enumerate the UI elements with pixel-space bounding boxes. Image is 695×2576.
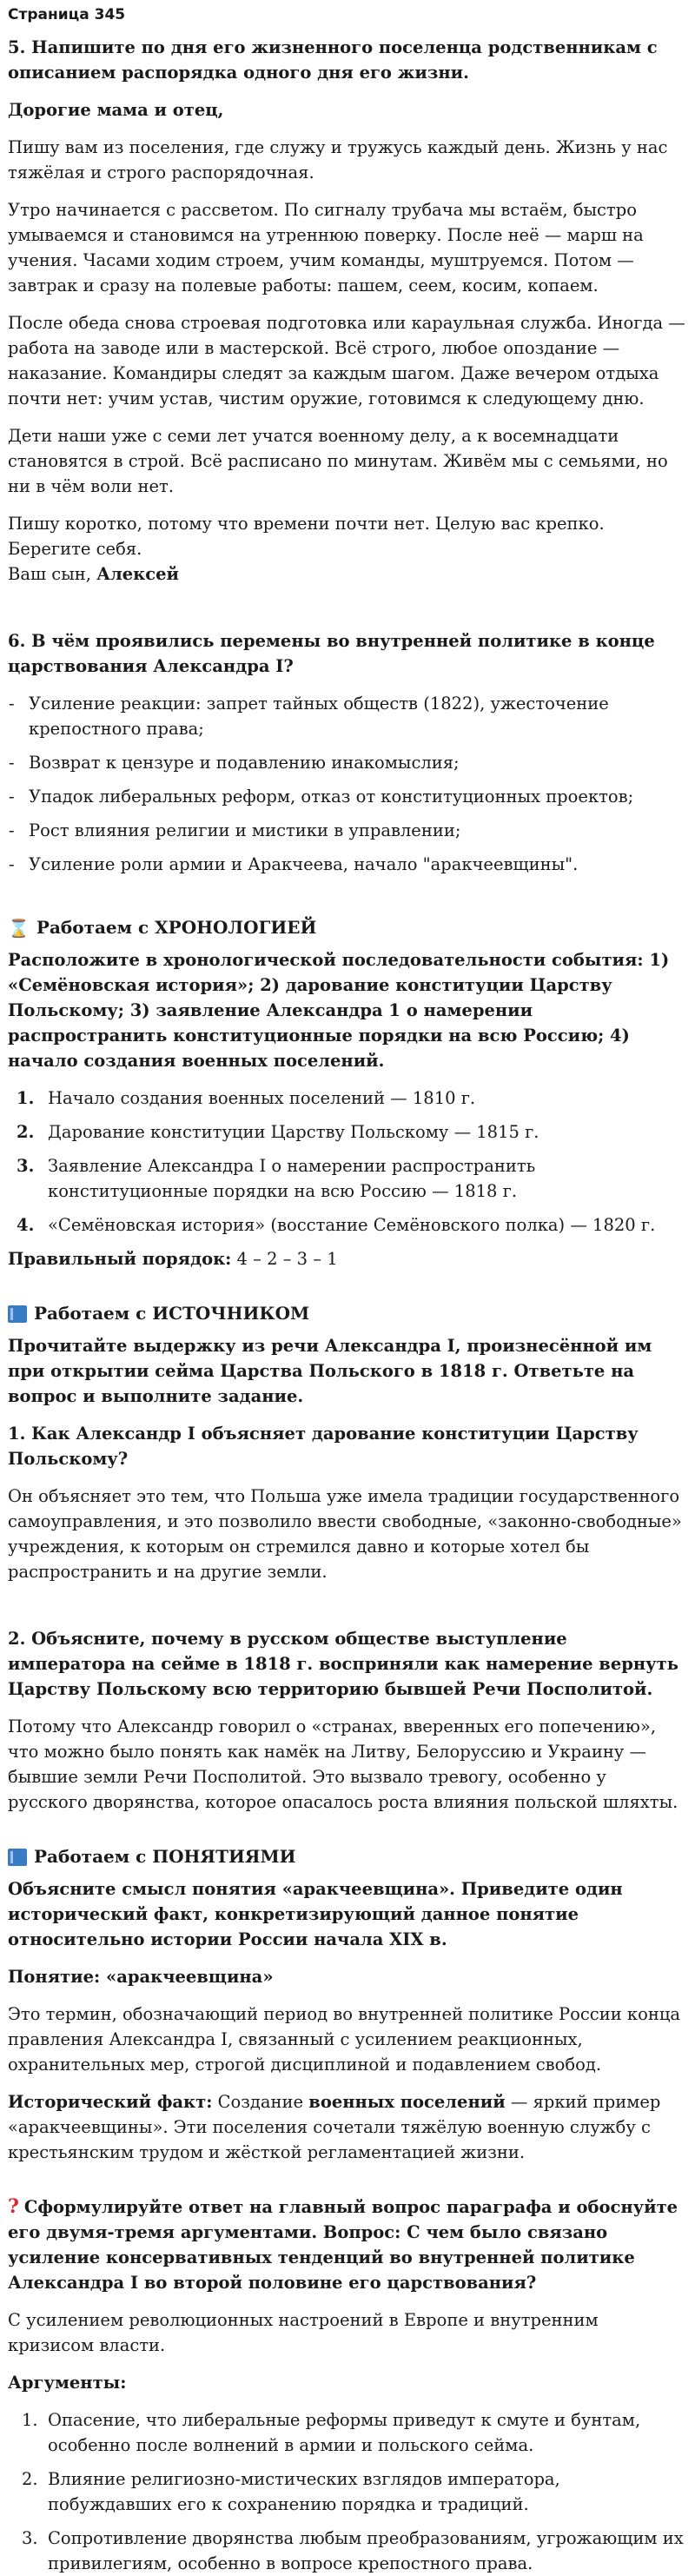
list-item: 2. Влияние религиозно-мистических взглядов императора, побуждавших его к сохранению порядка и традиций. [22, 2469, 560, 2514]
q5-paragraph: После обеда снова строевая подготовка или караульная служба. Иногда — работа на заводе или в мастерской. Всё строго, любое опоздание — наказание. Командиры следят за каждым шагом. Даже вечером отдыха почти нет: учим устав, чистим оружие, готовимся к следующему дню. [8, 313, 685, 408]
list-item: - Возврат к цензуре и подавлению инакомыслия; [9, 753, 460, 773]
chronology-list [8, 1086, 687, 1238]
signature-prefix: Ваш сын, [8, 564, 97, 584]
main-answer: С усилением революционных настроений в Европе и внутренним кризисом власти. [8, 2310, 599, 2355]
list-item: 3. Сопротивление дворянства любым преобразованиям, угрожающим их привилегиям, особенно в вопросе крепостного права. [22, 2528, 684, 2573]
concepts-task: Объясните смысл понятия «аракчеевщина». Приведите один исторический факт, конкретизирующий данное понятие относительно истории России начала XIX в. [8, 1879, 623, 1949]
list-item: 1. Опасение, что либеральные реформы приведут к смуте и бунтам, особенно после волнений в армии и польского сейма. [22, 2410, 641, 2455]
source-q1: 1. Как Александр I объясняет дарование конституции Царству Польскому? [8, 1424, 639, 1469]
signature-name: Алексей [96, 564, 179, 584]
concepts-heading: Работаем с ПОНЯТИЯМИ [8, 1844, 687, 1869]
source-task: Прочитайте выдержку из речи Александра I, произнесённой им при открытии сейма Царства Польского в 1818 г. Ответьте на вопрос и выполните задание. [8, 1336, 652, 1406]
list-item: - Рост влияния религии и мистики в управлении; [9, 820, 461, 840]
q5-signature [8, 561, 687, 587]
book-icon [8, 1305, 27, 1323]
list-item: 1. Начало создания военных поселений — 1810 г. [17, 1088, 476, 1108]
arguments-label: Аргументы: [8, 2373, 127, 2393]
q5-paragraph: Пишу вам из поселения, где служу и тружусь каждый день. Жизнь у нас тяжёлая и строго распорядочная. [8, 137, 668, 183]
q5-paragraph: Утро начинается с рассветом. По сигналу трубача мы встаём, быстро умываемся и становимся на утреннюю поверку. После неё — марш на учения. Часами ходим строем, учим команды, муштруемся. Потом — завтрак и сразу на полевые работы: пашем, сеем, косим, копаем. [8, 200, 644, 295]
chronology-task: Расположите в хронологической последовательности события: 1) «Семёновская история»; 2) дарование конституции Царству Польскому; 3) заявление Александра 1 о намерении распространить конституционные порядки на всю Россию; 4) начало создания военных поселений. [8, 950, 670, 1071]
q6-question: 6. В чём проявились перемены во внутренней политике в конце царствования Александра I? [8, 631, 655, 676]
arguments-list [8, 2407, 687, 2576]
hourglass-icon: ⌛ [8, 917, 30, 939]
concepts-fact: Исторический факт: Создание военных поселений — яркий пример «аракчеевщины». Эти поселения сочетали тяжёлую военную службу с крестьянским трудом и жёсткой регламентацией жизни. [8, 2092, 661, 2162]
list-item: - Усиление роли армии и Аракчеева, начало "аракчеевщины". [9, 854, 579, 874]
book-icon [8, 1849, 27, 1866]
page-title: Страница 345 [8, 6, 126, 23]
list-item: 2. Дарование конституции Царству Польскому — 1815 г. [17, 1122, 539, 1142]
source-a2: Потому что Александр говорил о «странах, вверенных его попечению», что можно было понять как намёк на Литву, Белоруссию и Украину — бывшие земли Речи Посполитой. Это вызвало тревогу, особенно у русского дворянства, которое опасалось роста влияния польской шляхты. [8, 1716, 678, 1812]
list-item: - Упадок либеральных реформ, отказ от конституционных проектов; [9, 787, 634, 807]
q5-paragraph: Пишу коротко, потому что времени почти нет. Целую вас крепко. Берегите себя. [8, 514, 605, 559]
q6-list [8, 691, 687, 877]
concepts-term: Понятие: «аракчеевщина» [8, 1967, 274, 1987]
question-mark-icon: ? [8, 2195, 19, 2218]
concepts-definition: Это термин, обозначающий период во внутренней политике России конца правления Александра I, связанный с усилением реакционных, охранительных мер, строгой дисциплиной и подавлением свобод. [8, 2004, 680, 2075]
chronology-order: Правильный порядок: 4 – 2 – 3 – 1 [8, 1249, 338, 1269]
list-item: - Усиление реакции: запрет тайных обществ (1822), ужесточение крепостного права; [9, 694, 609, 739]
source-heading: Работаем с ИСТОЧНИКОМ [8, 1301, 687, 1326]
q5-paragraph: Дети наши уже с семи лет учатся военному делу, а к восемнадцати становятся в строй. Всё расписано по минутам. Живём мы с семьями, но ни в чём воли нет. [8, 426, 668, 496]
list-item: 3. Заявление Александра I о намерении распространить конституционные порядки на всю Россию — 1818 г. [17, 1156, 536, 1201]
source-a1: Он объясняет это тем, что Польша уже имела традиции государственного самоуправления, и это позволило ввести свободные, «законно-свободные» учреждения, к которым он стремился давно и которые хотел бы распространить и на другие земли. [8, 1486, 682, 1582]
source-q2: 2. Объясните, почему в русском обществе выступление императора на сейме в 1818 г. восприняли как намерение вернуть Царству Польскому всю территорию бывшей Речи Посполитой. [8, 1629, 678, 1699]
chronology-heading: ⌛ Работаем с ХРОНОЛОГИЕЙ [8, 917, 317, 939]
main-question: ? Сформулируйте ответ на главный вопрос параграфа и обоснуйте его двумя-тремя аргументами. Вопрос: С чем было связано усиление консервативных тенденций во внутренней политике Александра I во второй половине его царствования? [8, 2195, 678, 2293]
q5-question: 5. Напишите по дня его жизненного поселенца родственникам с описанием распорядка одного дня его жизни. [8, 37, 658, 83]
list-item: 4. «Семёновская история» (восстание Семёновского полка) — 1820 г. [17, 1215, 656, 1235]
q5-greeting: Дорогие мама и отец, [8, 100, 224, 120]
